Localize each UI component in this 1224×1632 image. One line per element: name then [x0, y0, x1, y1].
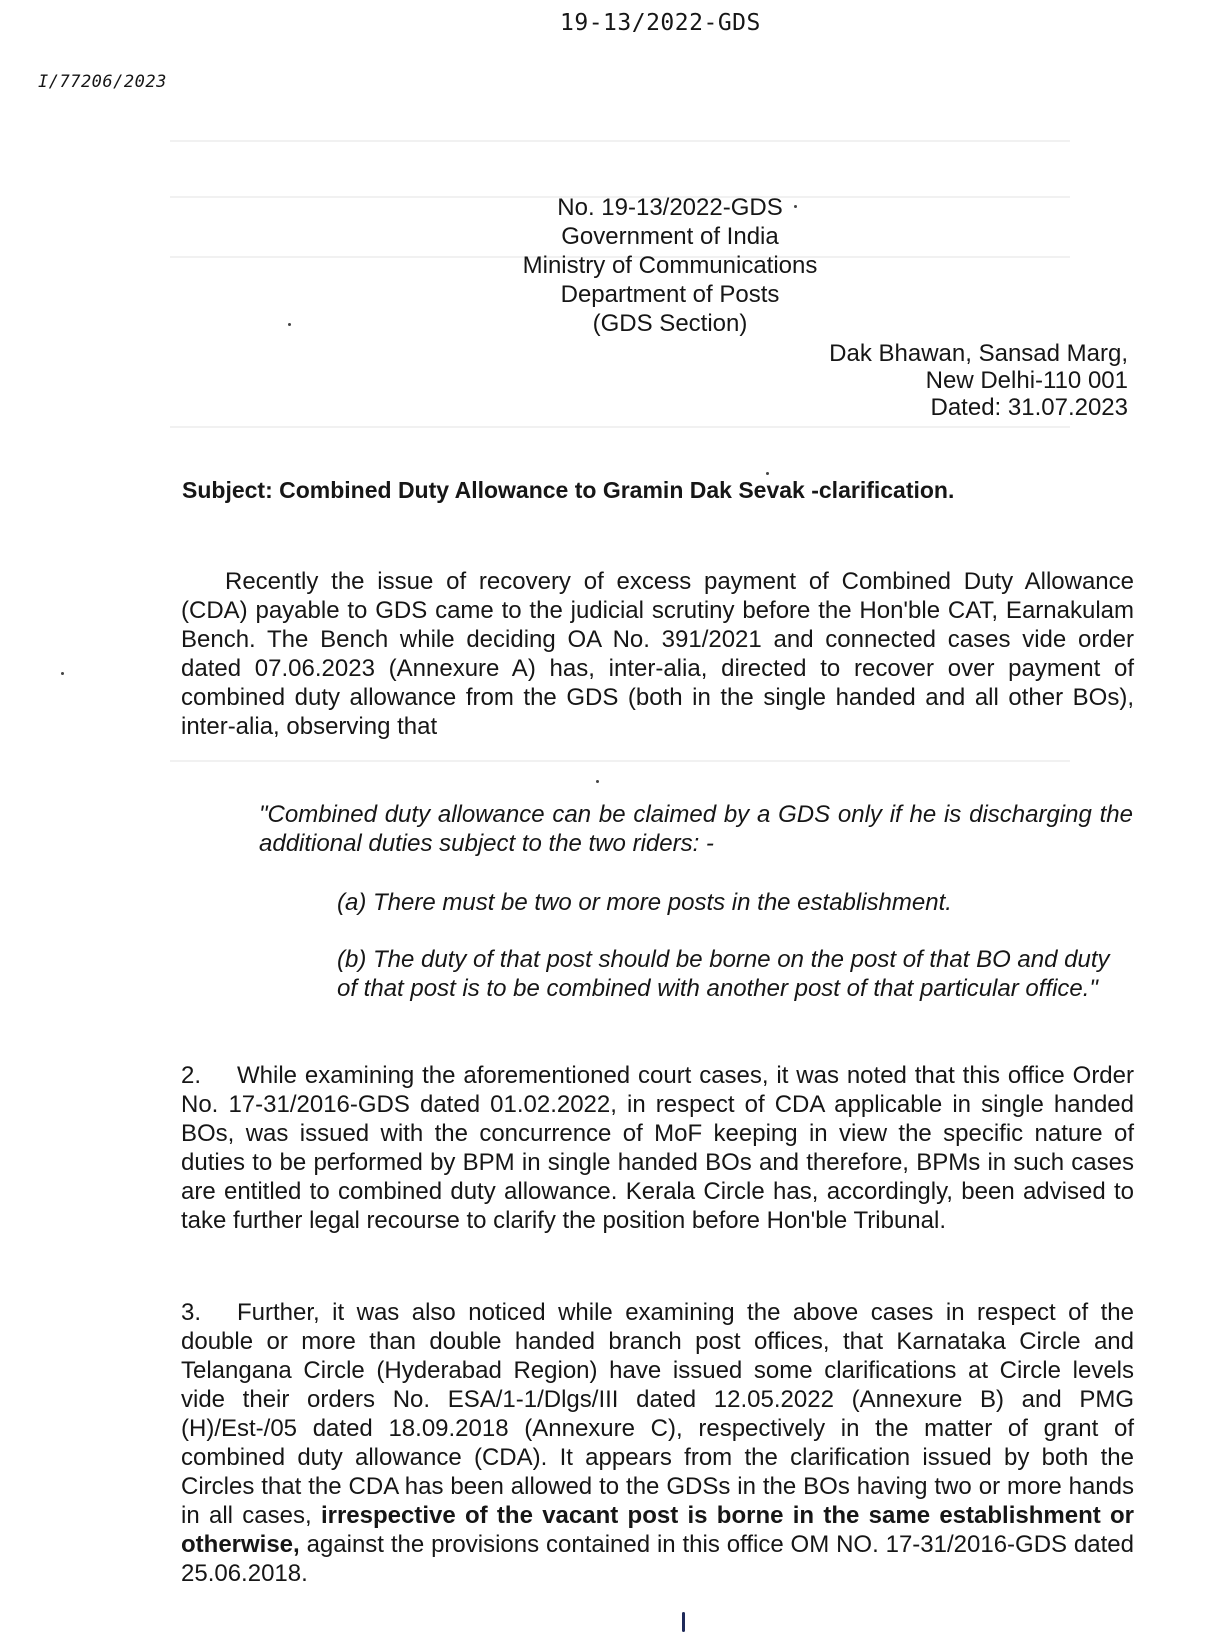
bleed-through-line — [170, 140, 1070, 142]
bleed-through-line — [170, 426, 1070, 428]
address-line-2: New Delhi-110 001 — [925, 367, 1128, 394]
paragraph-3 — [181, 1298, 1134, 1588]
address-line-1: Dak Bhawan, Sansad Marg, — [829, 340, 1128, 367]
pen-mark — [682, 1612, 685, 1632]
scan-speck — [766, 472, 769, 475]
paragraph-3-text-end: against the provisions contained in this office OM NO. 17-31/2016-GDS dated 25.06.2018. — [181, 1531, 1134, 1587]
paragraph-1: Recently the issue of recovery of excess payment of Combined Duty Allowance (CDA) payable to GDS came to the judicial scrutiny before the Hon'ble CAT, Earnakulam Bench. The Bench while deciding OA No. 391/2021 and connected cases vide order dated 07.06.2023 (Annexure A) has, inter-alia, directed to recover over payment of combined duty allowance from the GDS (both in the single handed and all other BOs), inter-alia, observing that — [181, 568, 1134, 740]
paragraph-3-number: 3. — [181, 1299, 202, 1326]
letter-header — [440, 193, 900, 338]
paragraph-3-emphasis: irrespective of the vacant post is borne in the same establishment or otherwise, — [181, 1502, 1135, 1558]
paragraph-3-text: Further, it was also noticed while examining the above cases in respect of the double or more than double handed branch post offices, that Karnataka Circle and Telangana Circle (Hyderabad Region) have issued some clarifications at Circle levels vide their orders No. ESA/1-1/Dlgs/III dated 12.05.2022 (Annexure B) and PMG (H)/Est-/05 dated 18.09.2018 (Annexure C), respectively in the matter of grant of combined duty allowance (CDA). It appears from the clarification issued by both the Circles that the CDA has been allowed to the GDSs in the BOs having two or more hands in all cases, — [181, 1299, 1134, 1529]
sender-address — [708, 340, 1128, 421]
rider-a: (a) There must be two or more posts in the establishment. — [337, 889, 952, 916]
letter-number: No. 19-13/2022-GDS — [557, 194, 783, 221]
scan-speck — [61, 672, 64, 675]
quoted-observation: "Combined duty allowance can be claimed by a GDS only if he is discharging the additional duties subject to the two riders: - — [259, 801, 1133, 857]
top-file-number: 19-13/2022-GDS — [560, 10, 761, 36]
scan-speck — [794, 205, 797, 208]
paragraph-2 — [181, 1061, 1134, 1235]
section-name: (GDS Section) — [592, 310, 748, 337]
paragraph-2-text: While examining the aforementioned court cases, it was noted that this office Order No. 17-31/2016-GDS dated 01.02.2022, in respect of CDA applicable in single handed BOs, was issued with the concurrence of MoF keeping in view the specific nature of duties to be performed by BPM in single handed BOs and therefore, BPMs in such cases are entitled to combined duty allowance. Kerala Circle has, accordingly, been advised to take further legal recourse to clarify the position before Hon'ble Tribunal. — [181, 1062, 1134, 1234]
bleed-through-line — [170, 760, 1070, 762]
receipt-number: I/77206/2023 — [38, 72, 167, 92]
paragraph-2-number: 2. — [181, 1062, 202, 1089]
ministry-name: Ministry of Communications — [522, 252, 818, 279]
subject-line: Subject: Combined Duty Allowance to Gramin Dak Sevak -clarification. — [182, 477, 955, 503]
rider-b: (b) The duty of that post should be borne on the post of that BO and duty of that post is to be combined with another post of that particular office." — [337, 946, 1110, 1002]
government-name: Government of India — [561, 223, 779, 250]
scan-speck — [596, 780, 599, 783]
letter-date: Dated: 31.07.2023 — [930, 394, 1128, 421]
scan-speck — [288, 323, 291, 326]
department-name: Department of Posts — [560, 281, 780, 308]
